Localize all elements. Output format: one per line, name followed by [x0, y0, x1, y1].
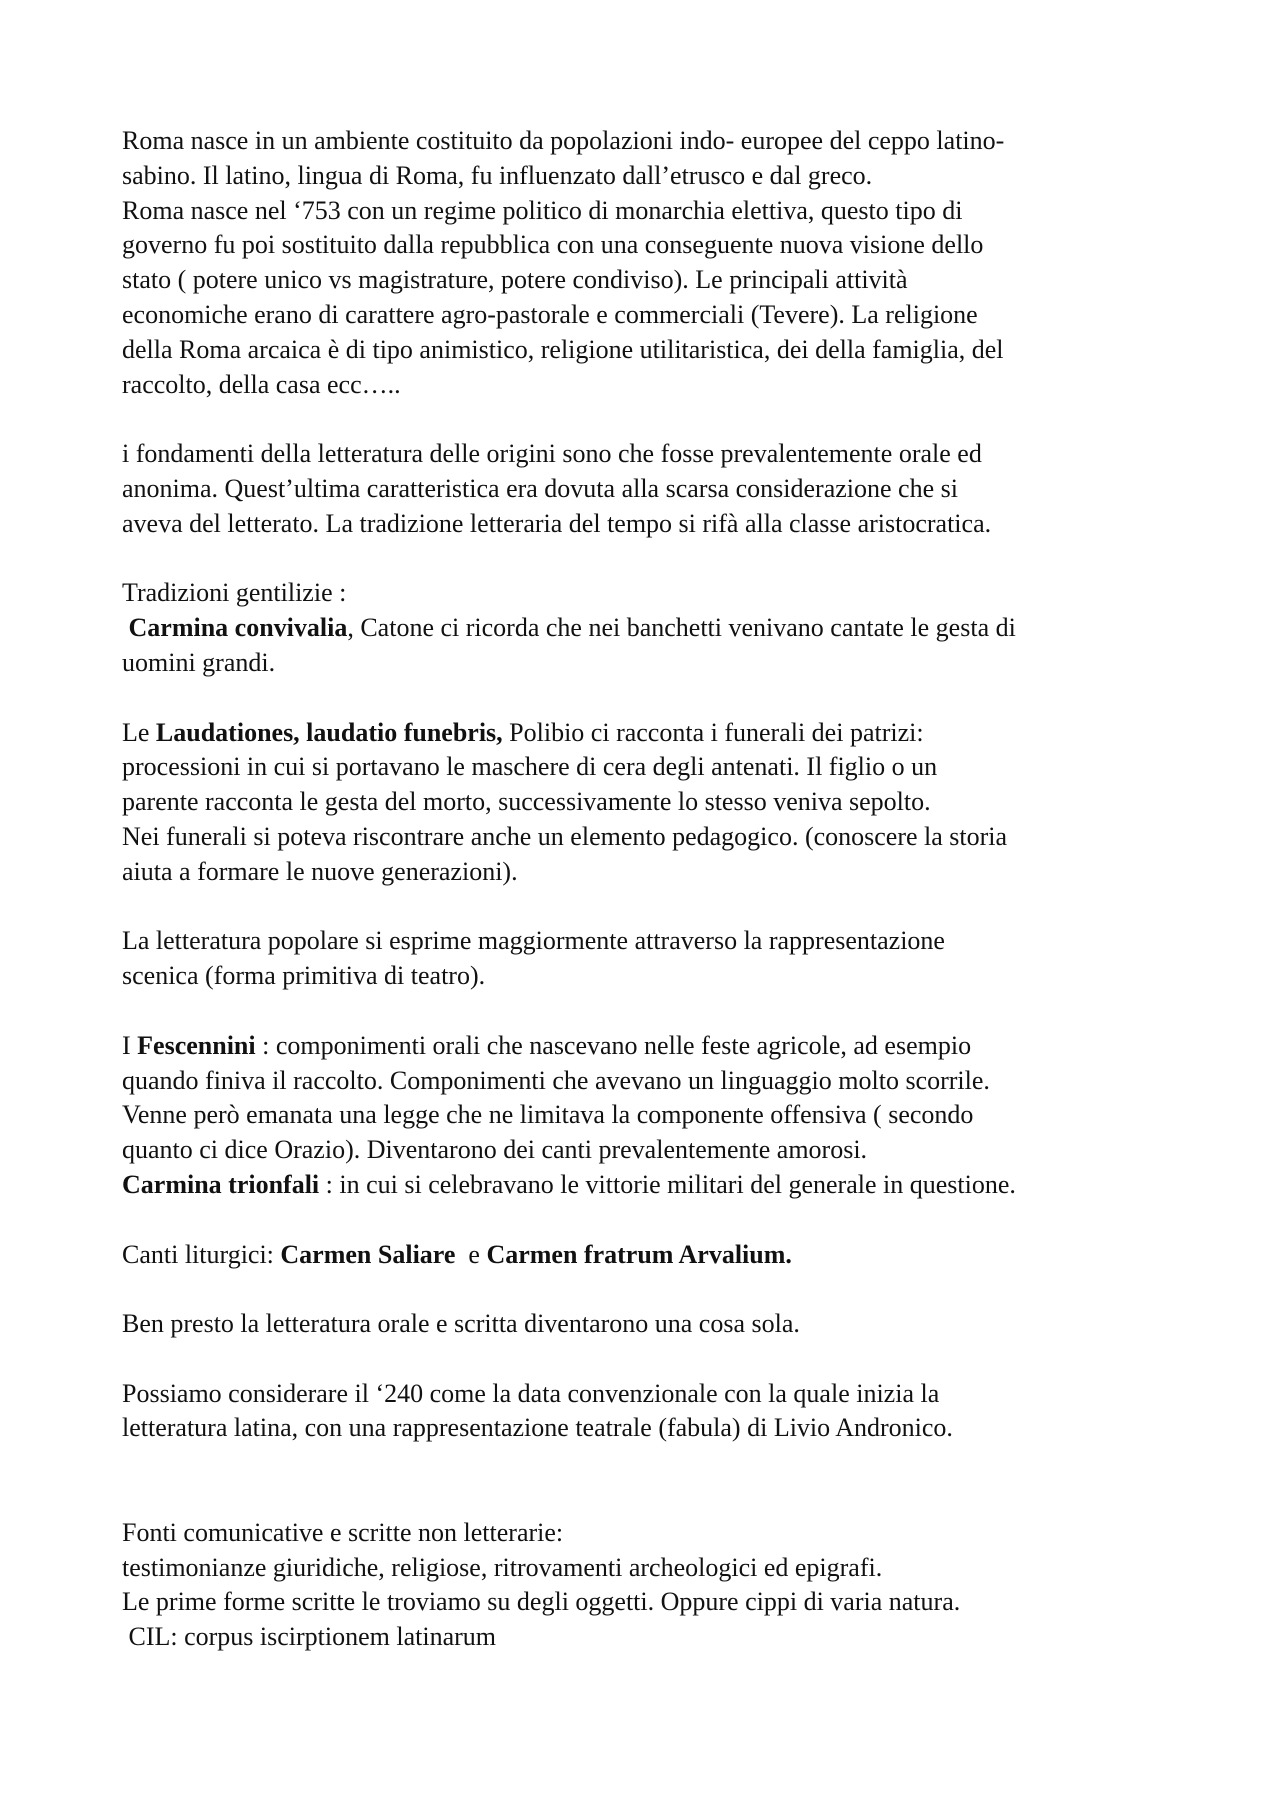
p6-line-1-pre: I: [122, 1030, 138, 1060]
p10-line-4: CIL: corpus iscirptionem latinarum: [122, 1622, 497, 1652]
p4-line-1-pre: Le: [122, 717, 156, 747]
carmen-saliare-term: Carmen Saliare: [280, 1239, 456, 1269]
p7-line-1-mid: e: [455, 1239, 487, 1269]
p4-line-4: Nei funerali si poteva riscontrare anche un elemento pedagogico. (conoscere la storia: [122, 821, 1008, 851]
p5-line-1: La letteratura popolare si esprime maggiormente attraverso la rappresentazione: [122, 926, 945, 956]
p1-line-4: governo fu poi sostituito dalla repubblica con una conseguente nuova visione dello: [122, 230, 984, 260]
p10-line-2: testimonianze giuridiche, religiose, ritrovamenti archeologici ed epigrafi.: [122, 1552, 883, 1582]
p6-line-5-post: : in cui si celebravano le vittorie militari del generale in questione.: [319, 1169, 1016, 1199]
document-body: [122, 124, 1182, 1655]
p3-line-2-post: , Catone ci ricorda che nei banchetti venivano cantate le gesta di: [347, 613, 1016, 643]
paragraph-gap: [122, 1203, 1182, 1238]
carmina-trionfali-term: Carmina trionfali: [122, 1169, 320, 1199]
p2-line-3: aveva del letterato. La tradizione letteraria del tempo si rifà alla classe aristocratica.: [122, 508, 992, 538]
laudationes-term: Laudationes, laudatio funebris,: [155, 717, 503, 747]
p4-line-3: parente racconta le gesta del morto, successivamente lo stesso veniva sepolto.: [122, 787, 931, 817]
paragraph-gap: [122, 1446, 1182, 1516]
p1-line-2: sabino. Il latino, lingua di Roma, fu influenzato dall’etrusco e dal greco.: [122, 160, 873, 190]
p6-line-2: quando finiva il raccolto. Componimenti che avevano un linguaggio molto scorrile.: [122, 1065, 990, 1095]
p1-line-3: Roma nasce nel ‘753 con un regime politico di monarchia elettiva, questo tipo di: [122, 195, 963, 225]
p6-line-5: [122, 1168, 1182, 1203]
p3-line-1: Tradizioni gentilizie :: [122, 578, 347, 608]
paragraph-gap: [122, 890, 1182, 925]
p1-line-6: economiche erano di carattere agro-pastorale e commerciali (Tevere). La religione: [122, 299, 978, 329]
p6-line-1: [122, 1029, 1182, 1064]
p1-line-7: della Roma arcaica è di tipo animistico, religione utilitaristica, dei della famiglia, del: [122, 334, 1004, 364]
paragraph-gap: [122, 1342, 1182, 1377]
p10-line-3: Le prime forme scritte le troviamo su degli oggetti. Oppure cippi di varia natura.: [122, 1587, 961, 1617]
p2-line-1: i fondamenti della letteratura delle origini sono che fosse prevalentemente orale ed: [122, 439, 982, 469]
p4-line-1: [122, 716, 1182, 751]
p10-line-1: Fonti comunicative e scritte non letterarie:: [122, 1517, 564, 1547]
p7-line-1: [122, 1238, 1182, 1273]
p6-line-1-post: : componimenti orali che nascevano nelle feste agricole, ad esempio: [255, 1030, 972, 1060]
carmina-convivalia-term: Carmina convivalia: [128, 613, 348, 643]
p3-line-3: uomini grandi.: [122, 647, 276, 677]
paragraph-gap: [122, 402, 1182, 437]
p1-line-5: stato ( potere unico vs magistrature, potere condiviso). Le principali attività: [122, 265, 908, 295]
p1-line-1: Roma nasce in un ambiente costituito da popolazioni indo- europee del ceppo latino-: [122, 126, 1005, 155]
p9-line-1: Possiamo considerare il ‘240 come la data convenzionale con la quale inizia la: [122, 1378, 940, 1408]
p6-line-3: Venne però emanata una legge che ne limitava la componente offensiva ( secondo: [122, 1100, 974, 1130]
p7-line-1-pre: Canti liturgici:: [122, 1239, 281, 1269]
p6-line-4: quanto ci dice Orazio). Diventarono dei canti prevalentemente amorosi.: [122, 1135, 868, 1165]
paragraph-gap: [122, 681, 1182, 716]
p8-line-1: Ben presto la letteratura orale e scritta diventarono una cosa sola.: [122, 1309, 800, 1339]
paragraph-gap: [122, 542, 1182, 577]
p9-line-2: letteratura latina, con una rappresentazione teatrale (fabula) di Livio Andronico.: [122, 1413, 953, 1443]
paragraph-gap: [122, 1272, 1182, 1307]
p5-line-2: scenica (forma primitiva di teatro).: [122, 961, 486, 991]
p3-line-2: [122, 611, 1182, 646]
p4-line-1-post: Polibio ci racconta i funerali dei patrizi:: [502, 717, 924, 747]
p2-line-2: anonima. Quest’ultima caratteristica era dovuta alla scarsa considerazione che si: [122, 473, 958, 503]
fescennini-term: Fescennini: [137, 1030, 256, 1060]
paragraph-gap: [122, 994, 1182, 1029]
p1-line-8: raccolto, della casa ecc…..: [122, 369, 401, 399]
p4-line-5: aiuta a formare le nuove generazioni).: [122, 856, 518, 886]
p4-line-2: processioni in cui si portavano le maschere di cera degli antenati. Il figlio o un: [122, 752, 938, 782]
carmen-fratrum-arvalium-term: Carmen fratrum Arvalium.: [486, 1239, 792, 1269]
